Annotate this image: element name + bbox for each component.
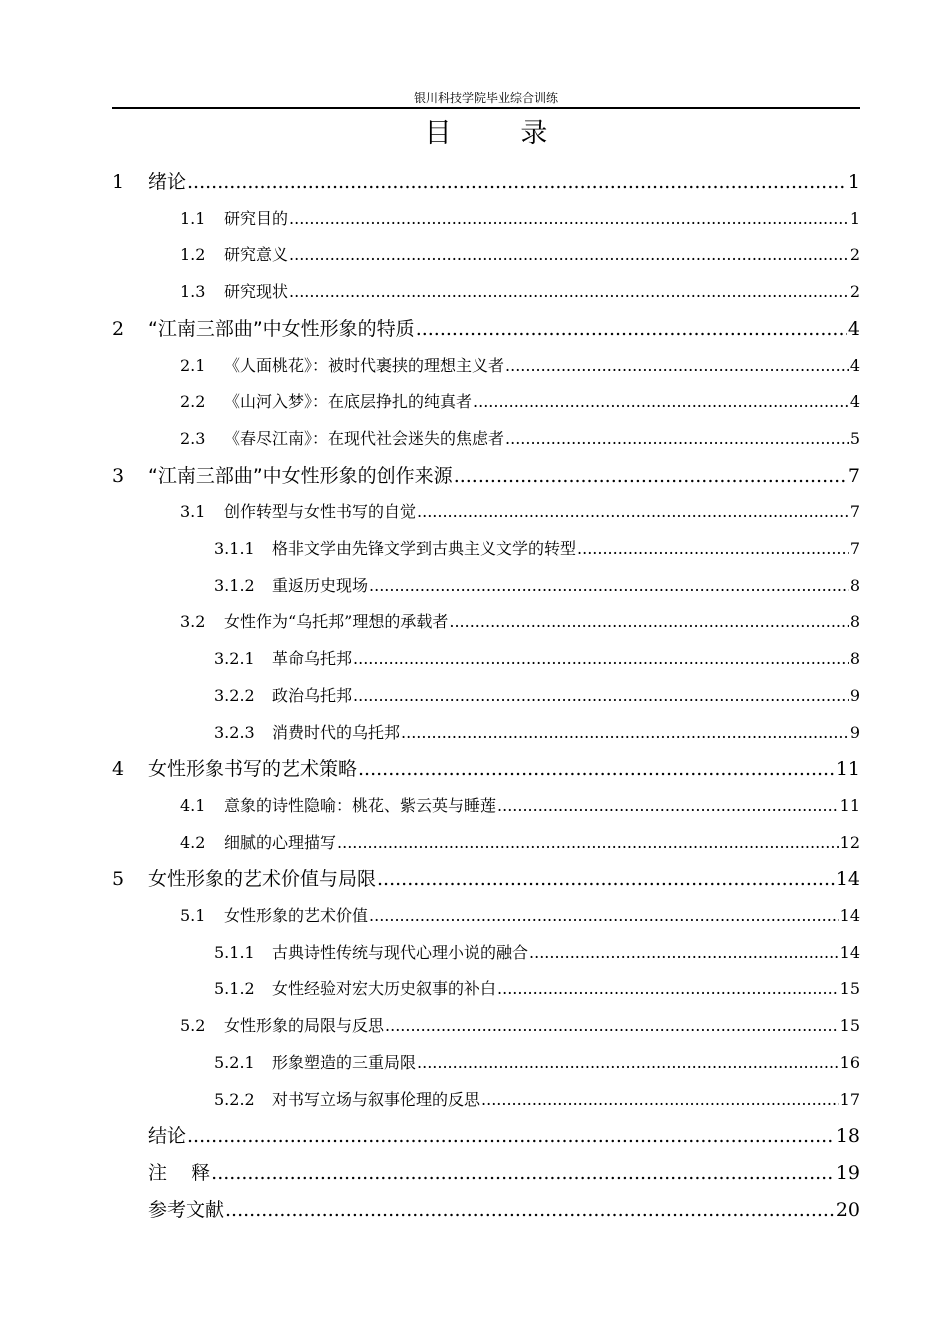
toc-entry-title: 格非文学由先锋文学到古典主义文学的转型 (272, 539, 577, 558)
toc-entry[interactable] (180, 794, 860, 818)
toc-entry[interactable] (180, 1014, 860, 1038)
toc-entry-title: 结论 (148, 1125, 187, 1147)
toc-entry[interactable] (180, 243, 860, 267)
toc-entry-page-number: 9 (849, 686, 860, 705)
toc-entry-title: 《山河入梦》：在底层挣扎的纯真者 (224, 392, 473, 411)
toc-entry-page-number: 20 (835, 1199, 860, 1221)
toc-dot-leader (529, 941, 839, 965)
toc-entry-number: 5 (112, 868, 125, 890)
toc-entry[interactable] (180, 390, 860, 414)
toc-entry[interactable] (112, 865, 860, 893)
toc-dot-leader (385, 1014, 839, 1038)
toc-entry-page-number: 19 (835, 1162, 860, 1184)
toc-entry[interactable] (148, 1159, 860, 1187)
toc-entry[interactable] (214, 537, 860, 561)
toc-entry-number: 2.3 (180, 429, 206, 448)
toc-entry-number: 5.2.2 (214, 1090, 255, 1109)
toc-entry-title: 古典诗性传统与现代心理小说的融合 (272, 943, 529, 962)
toc-entry-title: 参考文献 (148, 1199, 225, 1221)
toc-entry-page-number: 7 (849, 539, 860, 558)
toc-entry-number: 5.2.1 (214, 1053, 255, 1072)
toc-dot-leader (369, 574, 849, 598)
toc-entry[interactable] (180, 427, 860, 451)
toc-dot-leader (358, 755, 835, 783)
toc-dot-leader (497, 794, 839, 818)
toc-dot-leader (473, 390, 849, 414)
toc-entry[interactable] (112, 168, 860, 196)
toc-dot-leader (481, 1088, 839, 1112)
toc-entry-page-number: 1 (849, 209, 860, 228)
toc-entry-number: 5.1 (180, 906, 206, 925)
toc-entry[interactable] (180, 904, 860, 928)
toc-entry-number: 1.1 (180, 209, 206, 228)
toc-entry-page-number: 4 (849, 356, 860, 375)
toc-entry-title: 女性经验对宏大历史叙事的补白 (272, 979, 497, 998)
toc-entry-number: 3.2.2 (214, 686, 255, 705)
toc-entry-number: 1.2 (180, 245, 206, 264)
toc-entry-page-number: 12 (839, 833, 860, 852)
toc-entry-title: 《春尽江南》：在现代社会迷失的焦虑者 (224, 429, 505, 448)
toc-dot-leader (187, 168, 847, 196)
toc-entry-title: 《人面桃花》：被时代裹挟的理想主义者 (224, 356, 505, 375)
toc-dot-leader (187, 1122, 835, 1150)
toc-entry-number: 4.2 (180, 833, 206, 852)
toc-entry-number: 3.2.1 (214, 649, 255, 668)
toc-entry-title: 女性形象的艺术价值与局限 (148, 868, 377, 890)
toc-entry-title: 女性形象的局限与反思 (224, 1016, 385, 1035)
toc-entry-page-number: 14 (839, 906, 860, 925)
toc-entry-title: 女性作为“乌托邦”理想的承载者 (224, 612, 449, 631)
toc-dot-leader (416, 315, 847, 343)
toc-entry-page-number: 9 (849, 723, 860, 742)
toc-entry-number: 1.3 (180, 282, 206, 301)
toc-entry-title: 政治乌托邦 (272, 686, 353, 705)
toc-entry-page-number: 11 (835, 758, 860, 780)
toc-entry-page-number: 18 (835, 1125, 860, 1147)
toc-entry-page-number: 7 (849, 502, 860, 521)
toc-entry-number: 2.2 (180, 392, 206, 411)
toc-dot-leader (505, 427, 849, 451)
toc-entry-number: 4 (112, 758, 125, 780)
toc-dot-leader (577, 537, 849, 561)
toc-entry-title: 绪论 (148, 171, 187, 193)
toc-entry-number: 4.1 (180, 796, 206, 815)
toc-entry-title: 革命乌托邦 (272, 649, 353, 668)
toc-dot-leader (505, 354, 849, 378)
toc-entry-number: 3 (112, 465, 125, 487)
toc-entry-title: 研究目的 (224, 209, 289, 228)
toc-entry-page-number: 1 (847, 171, 860, 193)
toc-entry-number: 3.2 (180, 612, 206, 631)
toc-entry-page-number: 15 (839, 979, 860, 998)
toc-entry-page-number: 14 (839, 943, 860, 962)
toc-dot-leader (449, 610, 848, 634)
toc-entry[interactable] (214, 1088, 860, 1112)
toc-dot-leader (417, 1051, 839, 1075)
toc-entry-page-number: 11 (839, 796, 860, 815)
toc-entry[interactable] (214, 941, 860, 965)
toc-entry-page-number: 8 (849, 612, 860, 631)
toc-entry[interactable] (180, 500, 860, 524)
toc-entry[interactable] (180, 280, 860, 304)
toc-entry-number: 3.1.2 (214, 576, 255, 595)
toc-entry-number: 1 (112, 171, 125, 193)
toc-entry[interactable] (214, 684, 860, 708)
toc-entry-title: 研究现状 (224, 282, 289, 301)
toc-dot-leader (454, 462, 847, 490)
toc-entry-title: 重返历史现场 (272, 576, 369, 595)
toc-entry-number: 3.1.1 (214, 539, 255, 558)
toc-entry[interactable] (112, 755, 860, 783)
toc-entry[interactable] (180, 354, 860, 378)
toc-dot-leader (401, 721, 849, 745)
toc-dot-leader (369, 904, 839, 928)
toc-entry-title: 意象的诗性隐喻：桃花、紫云英与睡莲 (224, 796, 497, 815)
toc-entry-number: 3.2.3 (214, 723, 255, 742)
toc-entry-page-number: 2 (849, 245, 860, 264)
toc-entry-page-number: 8 (849, 576, 860, 595)
toc-entry-page-number: 7 (847, 465, 860, 487)
toc-entry[interactable] (180, 207, 860, 231)
toc-entry[interactable] (180, 831, 860, 855)
toc-entry[interactable] (214, 721, 860, 745)
running-header: 银川科技学院毕业综合训练 (413, 91, 558, 105)
toc-entry-title: 创作转型与女性书写的自觉 (224, 502, 417, 521)
toc-dot-leader (225, 1196, 835, 1224)
toc-entry[interactable] (112, 315, 860, 343)
toc-entry-page-number: 14 (835, 868, 860, 890)
toc-entry-title: “江南三部曲”中女性形象的特质 (148, 318, 415, 340)
toc-entry-page-number: 4 (849, 392, 860, 411)
toc-dot-leader (353, 684, 849, 708)
toc-entry-number: 2 (112, 318, 125, 340)
toc-entry-title: “江南三部曲”中女性形象的创作来源 (148, 465, 453, 487)
toc-entry-page-number: 4 (847, 318, 860, 340)
toc-entry-number: 3.1 (180, 502, 206, 521)
toc-entry-title: 消费时代的乌托邦 (272, 723, 401, 742)
toc-entry[interactable] (180, 610, 860, 634)
toc-entry[interactable] (214, 977, 860, 1001)
toc-entry-title: 注 释 (148, 1162, 211, 1184)
toc-entry-number: 5.2 (180, 1016, 206, 1035)
toc-entry-page-number: 15 (839, 1016, 860, 1035)
toc-dot-leader (289, 243, 849, 267)
toc-entry[interactable] (214, 574, 860, 598)
toc-entry[interactable] (214, 647, 860, 671)
toc-dot-leader (353, 647, 849, 671)
toc-entry-number: 2.1 (180, 356, 206, 375)
toc-entry-title: 研究意义 (224, 245, 289, 264)
toc-entry[interactable] (112, 462, 860, 490)
toc-entry[interactable] (148, 1196, 860, 1224)
toc-entry[interactable] (148, 1122, 860, 1150)
toc-entry-page-number: 5 (849, 429, 860, 448)
toc-entry-title: 女性形象书写的艺术策略 (148, 758, 358, 780)
toc-dot-leader (337, 831, 839, 855)
toc-dot-leader (417, 500, 849, 524)
toc-entry-page-number: 8 (849, 649, 860, 668)
toc-entry-title: 对书写立场与叙事伦理的反思 (272, 1090, 481, 1109)
toc-entry-page-number: 16 (839, 1053, 860, 1072)
toc-dot-leader (211, 1159, 835, 1187)
toc-entry[interactable] (214, 1051, 860, 1075)
toc-dot-leader (497, 977, 839, 1001)
toc-dot-leader (289, 207, 849, 231)
toc-entry-page-number: 2 (849, 282, 860, 301)
toc-entry-page-number: 17 (839, 1090, 860, 1109)
toc-entry-title: 女性形象的艺术价值 (224, 906, 369, 925)
toc-dot-leader (289, 280, 849, 304)
toc-entry-number: 5.1.1 (214, 943, 255, 962)
toc-entry-title: 形象塑造的三重局限 (272, 1053, 417, 1072)
toc-entry-number: 5.1.2 (214, 979, 255, 998)
toc-dot-leader (377, 865, 835, 893)
toc-entry-title: 细腻的心理描写 (224, 833, 337, 852)
page-title: 目 录 (424, 118, 548, 149)
